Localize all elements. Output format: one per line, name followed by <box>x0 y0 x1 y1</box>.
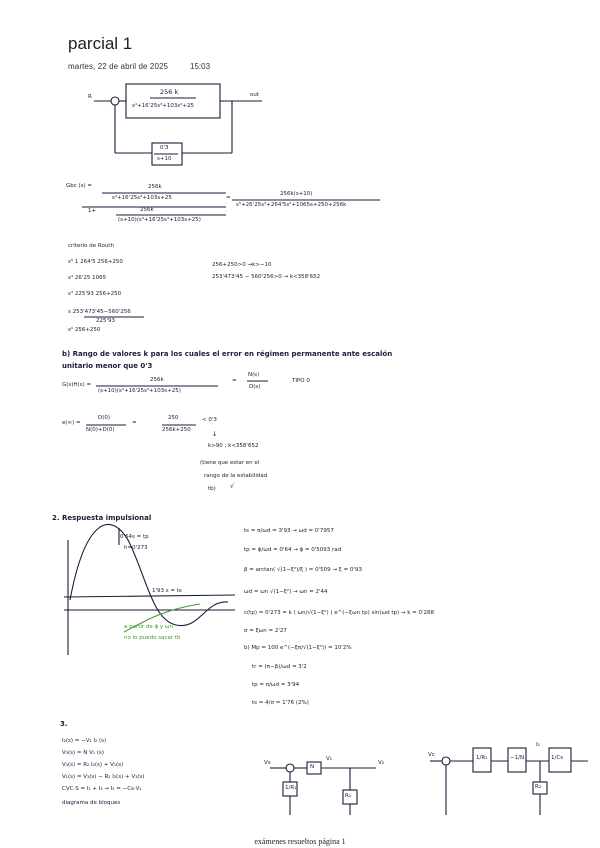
s3-bd2-b4: R₂ <box>535 784 542 790</box>
s3-bd2-b1: 1/R₁ <box>476 755 488 761</box>
g-den: (s+10)(s⁴+16'25s³+103s+25) <box>98 388 181 394</box>
s2-eq-8: tr = (π−β)/ωd = 3'2 <box>252 664 307 670</box>
gbc-equals: = <box>226 195 231 201</box>
page-footer: exámenes resueltos página 1 <box>254 837 346 846</box>
s2-eq-3: β = arctan( √(1−ξ²)/ξ ) = 0'509 → ξ = 0'93 <box>244 567 362 573</box>
s3-bd-k3: R₂ <box>345 793 352 799</box>
routh-side-1: 256+250>0 →k>−10 <box>212 262 272 268</box>
s2-eq-2: tp = ϕ/ωd = 0'64 → ϕ = 0'5093 rad <box>244 547 342 553</box>
s3-line-3: V₃(s) = R₂ I₂(s) + V₁(s) <box>62 762 124 768</box>
e-mid-den: 256k+250 <box>162 427 191 433</box>
routh-title: criterio de Routh <box>68 243 114 249</box>
e-note-3: tb) <box>208 486 216 492</box>
gbc-den2b: 256k <box>140 207 154 213</box>
block-tf-num: 256 k <box>160 88 179 96</box>
s3-bd-v1: V₁ <box>326 756 332 762</box>
gbc-den2c: (s+10)(s⁴+16'25s³+103s+25) <box>118 217 201 223</box>
section-2-title: 2. Respuesta impulsional <box>52 514 152 522</box>
s3-bd-input: Vs <box>264 760 271 766</box>
s2-eq-4: ωd = ωn √(1−ξ²) → ωn = 2'44 <box>244 589 328 595</box>
routh-row-3: s³ 225'93 256+250 <box>68 291 122 297</box>
input-label: R <box>88 94 92 100</box>
s3-bd2-b3: 1/Cs <box>551 755 564 761</box>
s3-line-5: CVC·S = I₁ + I₃ → I₃ = −Cs·V₁ <box>62 786 142 792</box>
g-rhs-num: N(s) <box>248 372 260 378</box>
e-note-2: rango de la estabilidad <box>204 473 268 479</box>
s3-bd-output: V₂ <box>378 760 384 766</box>
e-arrow: ↓ <box>212 430 218 438</box>
section-3-title: 3. <box>60 720 68 728</box>
routh-row-4: s 253'473'45−560'256 <box>68 309 131 315</box>
e-mid-num: 250 <box>168 415 179 421</box>
g-num: 256k <box>150 377 164 383</box>
question-b: b) Rango de valores k para los cuales el error en régimen permanente ante escalón unitario menor que 0'3 <box>62 350 393 370</box>
s3-bd-k1: 1/R₁ <box>285 785 297 791</box>
g-rhs-equals: = <box>232 378 237 384</box>
e-ineq: < 0'3 <box>202 417 217 423</box>
page-title: parcial 1 <box>68 34 133 53</box>
s3-bd2-input: Vc <box>428 752 435 758</box>
g-rhs-den: D(s) <box>249 384 261 390</box>
s2-green-note-2: no lo puedo sacar tb <box>124 635 181 641</box>
feedback-num: 0'3 <box>160 145 169 151</box>
gbc-result-den: s⁵+26'25s⁴+264'5s³+1065s+250+256k <box>236 202 347 208</box>
e-result: k>90 ; k<358'652 <box>208 443 259 449</box>
e-equals: = <box>132 420 137 426</box>
s3-line-2: V₃(s) = N V₁ (s) <box>62 750 104 756</box>
routh-side-2: 253'473'45 − 560'256>0 → k<358'652 <box>212 274 321 280</box>
e-num: D(0) <box>98 415 111 421</box>
feedback-den: s+10 <box>157 156 172 162</box>
s2-green-note-1: a partir de ϕ y ωn <box>124 624 174 630</box>
s2-peak-time: 0'64s = tp <box>120 534 149 540</box>
s3-bd-k2: N <box>310 764 315 770</box>
s2-eq-1: ts = π/ωd = 3'93 → ωd = 0'7957 <box>244 528 334 534</box>
routh-row-5: s⁰ 256+250 <box>68 327 101 333</box>
s3-bd2-i: I₂ <box>536 742 540 748</box>
gbc-den1: s⁴+16'25s³+103s+25 <box>112 195 172 201</box>
gbc-num: 256k <box>148 184 162 190</box>
check-mark: √ <box>230 482 235 490</box>
gbc-lhs: Gbc (s) = <box>66 183 93 189</box>
s3-line-1: I₂(s) = −V₁ I₂ (s) <box>62 738 107 744</box>
routh-row-2: s⁴ 26'25 1065 <box>68 275 107 281</box>
s2-eq-7: b) Mp = 100 e^(−ξπ/√(1−ξ²)) = 10'2% <box>244 645 352 651</box>
routh-row-1: s⁵ 1 264'5 256+250 <box>68 259 123 265</box>
s3-line-4: V₁(s) = V₃(s) − R₂ I₂(s) + V₃(s) <box>62 774 145 780</box>
page-time: 15:03 <box>190 62 211 71</box>
block-tf-den: s⁴+16'25s³+103s²+25 <box>132 103 195 109</box>
e-den: N(0)+D(0) <box>86 427 115 433</box>
routh-row-4-den: 225'93 <box>96 318 116 324</box>
s2-peak-value: h=0'273 <box>124 545 148 551</box>
s2-eq-10: ts = 4/σ = 1'76 (2%) <box>252 700 309 706</box>
s2-eq-6: σ = ξωn = 2'27 <box>244 628 287 634</box>
s2-ts: 1'93 s = ts <box>152 588 182 594</box>
s2-eq-5: c(tp) = 0'273 = k ( ωn/√(1−ξ²) ) e^(−ξωn tp) sin(ωd tp) → k = 0'288 <box>244 610 435 616</box>
e-note-1: (tiene que estar en el <box>200 460 260 466</box>
s2-eq-9: tp = π/ωd = 3'94 <box>252 682 300 688</box>
e-lhs: e(∞) = <box>62 420 81 426</box>
s3-line-6: diagrama de bloques <box>62 800 121 806</box>
g-lhs: G(s)H(s) = <box>62 382 92 388</box>
output-label: out <box>250 92 260 98</box>
gbc-den2a: 1+ <box>88 208 97 214</box>
s3-bd2-b2: −1/N <box>510 755 525 761</box>
g-tipo: TIPO 0 <box>292 378 310 384</box>
gbc-result-num: 256k(s+10) <box>280 191 313 197</box>
page-date: martes, 22 de abril de 2025 <box>68 62 169 71</box>
